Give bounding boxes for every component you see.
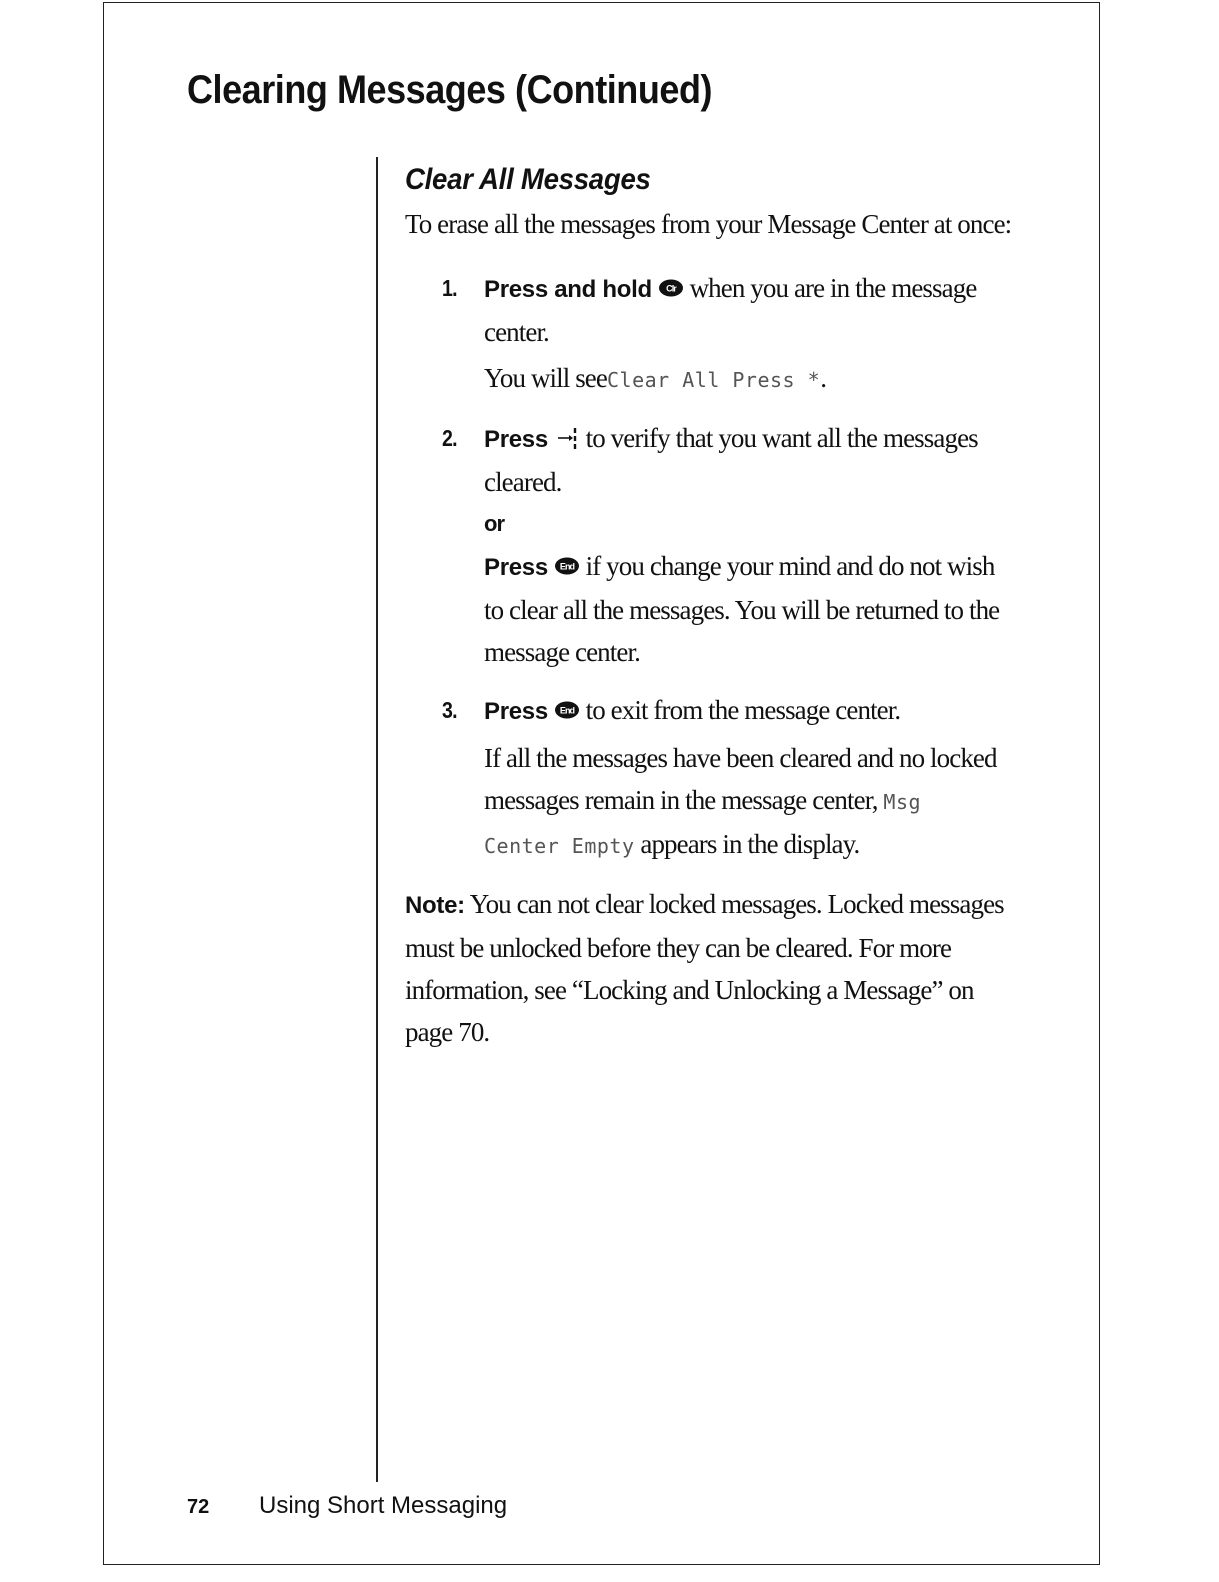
display-text: Msg Center Empty — [484, 790, 922, 858]
step-text: to verify that you want all the messages cleared. — [484, 423, 978, 497]
step-instruction — [484, 417, 1005, 503]
step-action: Press — [484, 426, 548, 453]
alt-action: Press — [484, 554, 548, 581]
step-number: 2. — [442, 425, 457, 451]
step-text: to exit from the message center. — [585, 695, 901, 725]
intro-text: To erase all the messages from your Message Center at once: — [405, 209, 1012, 239]
step-number: 1. — [442, 275, 457, 301]
display-text: Clear All Press * — [606, 368, 821, 392]
footer-section: Using Short Messaging — [259, 1492, 508, 1519]
end-key-icon — [554, 556, 580, 576]
result-prefix: If all the messages have been cleared and no locked messages remain in the message center, — [484, 743, 997, 815]
alt-text: if you change your mind and do not wish to clear all the messages. You will be returned to the message center. — [484, 551, 1000, 667]
soft-key-icon — [554, 426, 580, 452]
step-result — [484, 357, 1005, 401]
vertical-rule — [376, 157, 378, 1482]
clr-key-label: Clr — [665, 283, 676, 294]
page-number: 72 — [187, 1496, 210, 1518]
note-text: You can not clear locked messages. Locked messages must be unlocked before they can be cleared. For more information, see “Locking and Unlocking a Message” on page 70. — [405, 889, 1004, 1047]
result-suffix: appears in the display. — [640, 829, 860, 859]
end-key-icon — [554, 700, 580, 720]
step-1 — [405, 267, 1005, 401]
page-title: Clearing Messages (Continued) — [187, 68, 713, 112]
note — [405, 883, 1005, 1053]
result-prefix: You will see — [484, 363, 607, 393]
clr-key-icon — [658, 278, 684, 298]
page-footer — [187, 1492, 507, 1520]
step-action: Press and hold — [484, 276, 652, 303]
content-column — [405, 163, 1012, 1053]
alt-instruction — [484, 545, 1005, 673]
section-heading: Clear All Messages — [405, 163, 651, 196]
step-instruction — [484, 267, 1005, 353]
note-label: Note: — [405, 892, 465, 919]
end-key-label: End — [559, 561, 574, 572]
step-text: when you are in the message center. — [484, 273, 977, 347]
step-result — [484, 737, 1005, 867]
step-3 — [405, 689, 1005, 867]
step-number: 3. — [442, 697, 457, 723]
step-action: Press — [484, 698, 548, 725]
or-label: or — [484, 511, 505, 536]
step-2 — [405, 417, 1005, 673]
result-suffix: . — [820, 363, 827, 393]
step-instruction — [484, 689, 1005, 733]
steps-list — [405, 267, 1005, 867]
end-key-label: End — [559, 705, 574, 716]
